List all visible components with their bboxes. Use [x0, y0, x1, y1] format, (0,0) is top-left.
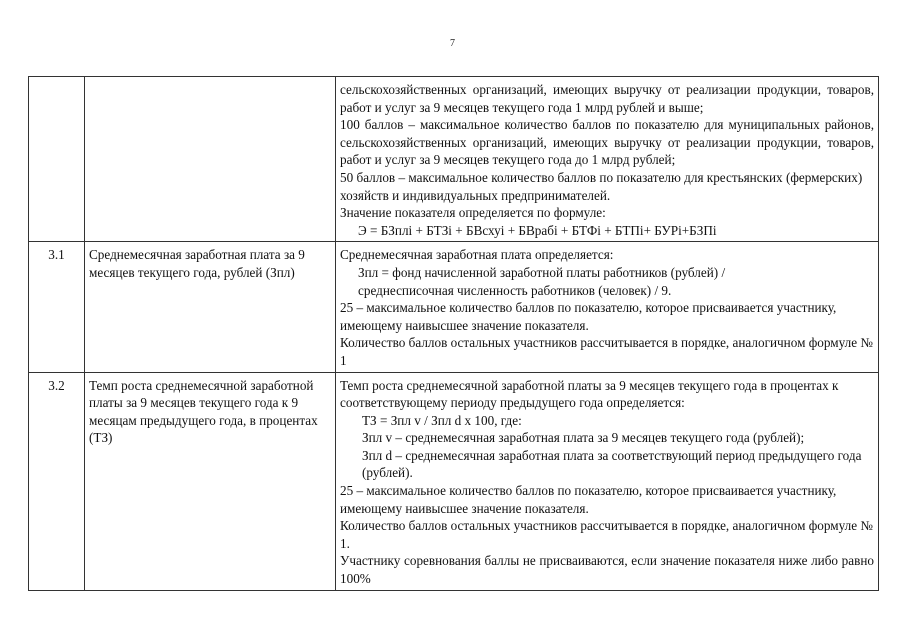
description-line: 25 – максимальное количество баллов по показателю, которое присваивается участнику, имеющему наивысшее значение показателя.	[340, 483, 837, 516]
indicator-description	[336, 242, 879, 372]
formula-line: Зпл d – среднемесячная заработная плата за соответствующий период предыдущего года (рублей).	[362, 447, 862, 481]
indicator-name: Среднемесячная заработная плата за 9 месяцев текущего года, рублей (Зпл)	[85, 242, 336, 372]
table-row	[29, 77, 879, 242]
table-row	[29, 372, 879, 590]
formula-line: Э = БЗплi + БТЗi + БВсхуi + БВрабi + БТФi + БТПi+ БУРi+БЗПi	[358, 222, 717, 238]
description-line: 50 баллов – максимальное количество баллов по показателю для крестьянских (фермерских) хозяйств и индивидуальных предпринимателей.	[340, 169, 863, 203]
formula-line: ТЗ = Зпл v / Зпл d x 100, где:	[362, 412, 522, 428]
indicator-description	[336, 372, 879, 590]
row-number	[29, 77, 85, 242]
table-row	[29, 242, 879, 372]
indicator-name	[85, 77, 336, 242]
description-line: Количество баллов остальных участников рассчитывается в порядке, аналогичном формуле № 1.	[340, 518, 873, 551]
description-line: сельскохозяйственных организаций, имеющих выручку от реализации продукции, товаров, работ и услуг за 9 месяцев текущего года 1 млрд рублей и выше;	[340, 82, 874, 115]
description-line: Участнику соревнования баллы не присваиваются, если значение показателя ниже либо равно 100%	[340, 553, 874, 587]
description-line: Количество баллов остальных участников рассчитывается в порядке, аналогичном формуле № 1	[340, 335, 873, 368]
description-line: 25 – максимальное количество баллов по показателю, которое присваивается участнику, имеющему наивысшее значение показателя.	[340, 300, 837, 333]
row-number: 3.1	[29, 242, 85, 372]
indicator-name: Темп роста среднемесячной заработной платы за 9 месяцев текущего года к 9 месяцам предыдущего года, в процентах (ТЗ)	[85, 372, 336, 590]
description-line: 100 баллов – максимальное количество баллов по показателю для муниципальных районов, сельскохозяйственных организаций, имеющих выручку от реализации продукции, товаров, работ и услуг за 9 месяцев текущего года до 1 млрд рублей;	[340, 117, 874, 168]
formula-line: Зпл = фонд начисленной заработной платы работников (рублей) /	[358, 264, 726, 280]
criteria-table	[28, 76, 879, 591]
description-line: Значение показателя определяется по формуле:	[340, 205, 606, 221]
row-number: 3.2	[29, 372, 85, 590]
description-line: Среднемесячная заработная плата определяется:	[340, 247, 614, 263]
description-line: Темп роста среднемесячной заработной платы за 9 месяцев текущего года в процентах к соответствующему периоду предыдущего года определяется:	[340, 377, 839, 411]
formula-line: Зпл v – среднемесячная заработная плата за 9 месяцев текущего года (рублей);	[362, 430, 805, 446]
indicator-description	[336, 77, 879, 242]
page-number: 7	[450, 38, 455, 49]
formula-line: среднесписочная численность работников (человек) / 9.	[358, 282, 672, 298]
